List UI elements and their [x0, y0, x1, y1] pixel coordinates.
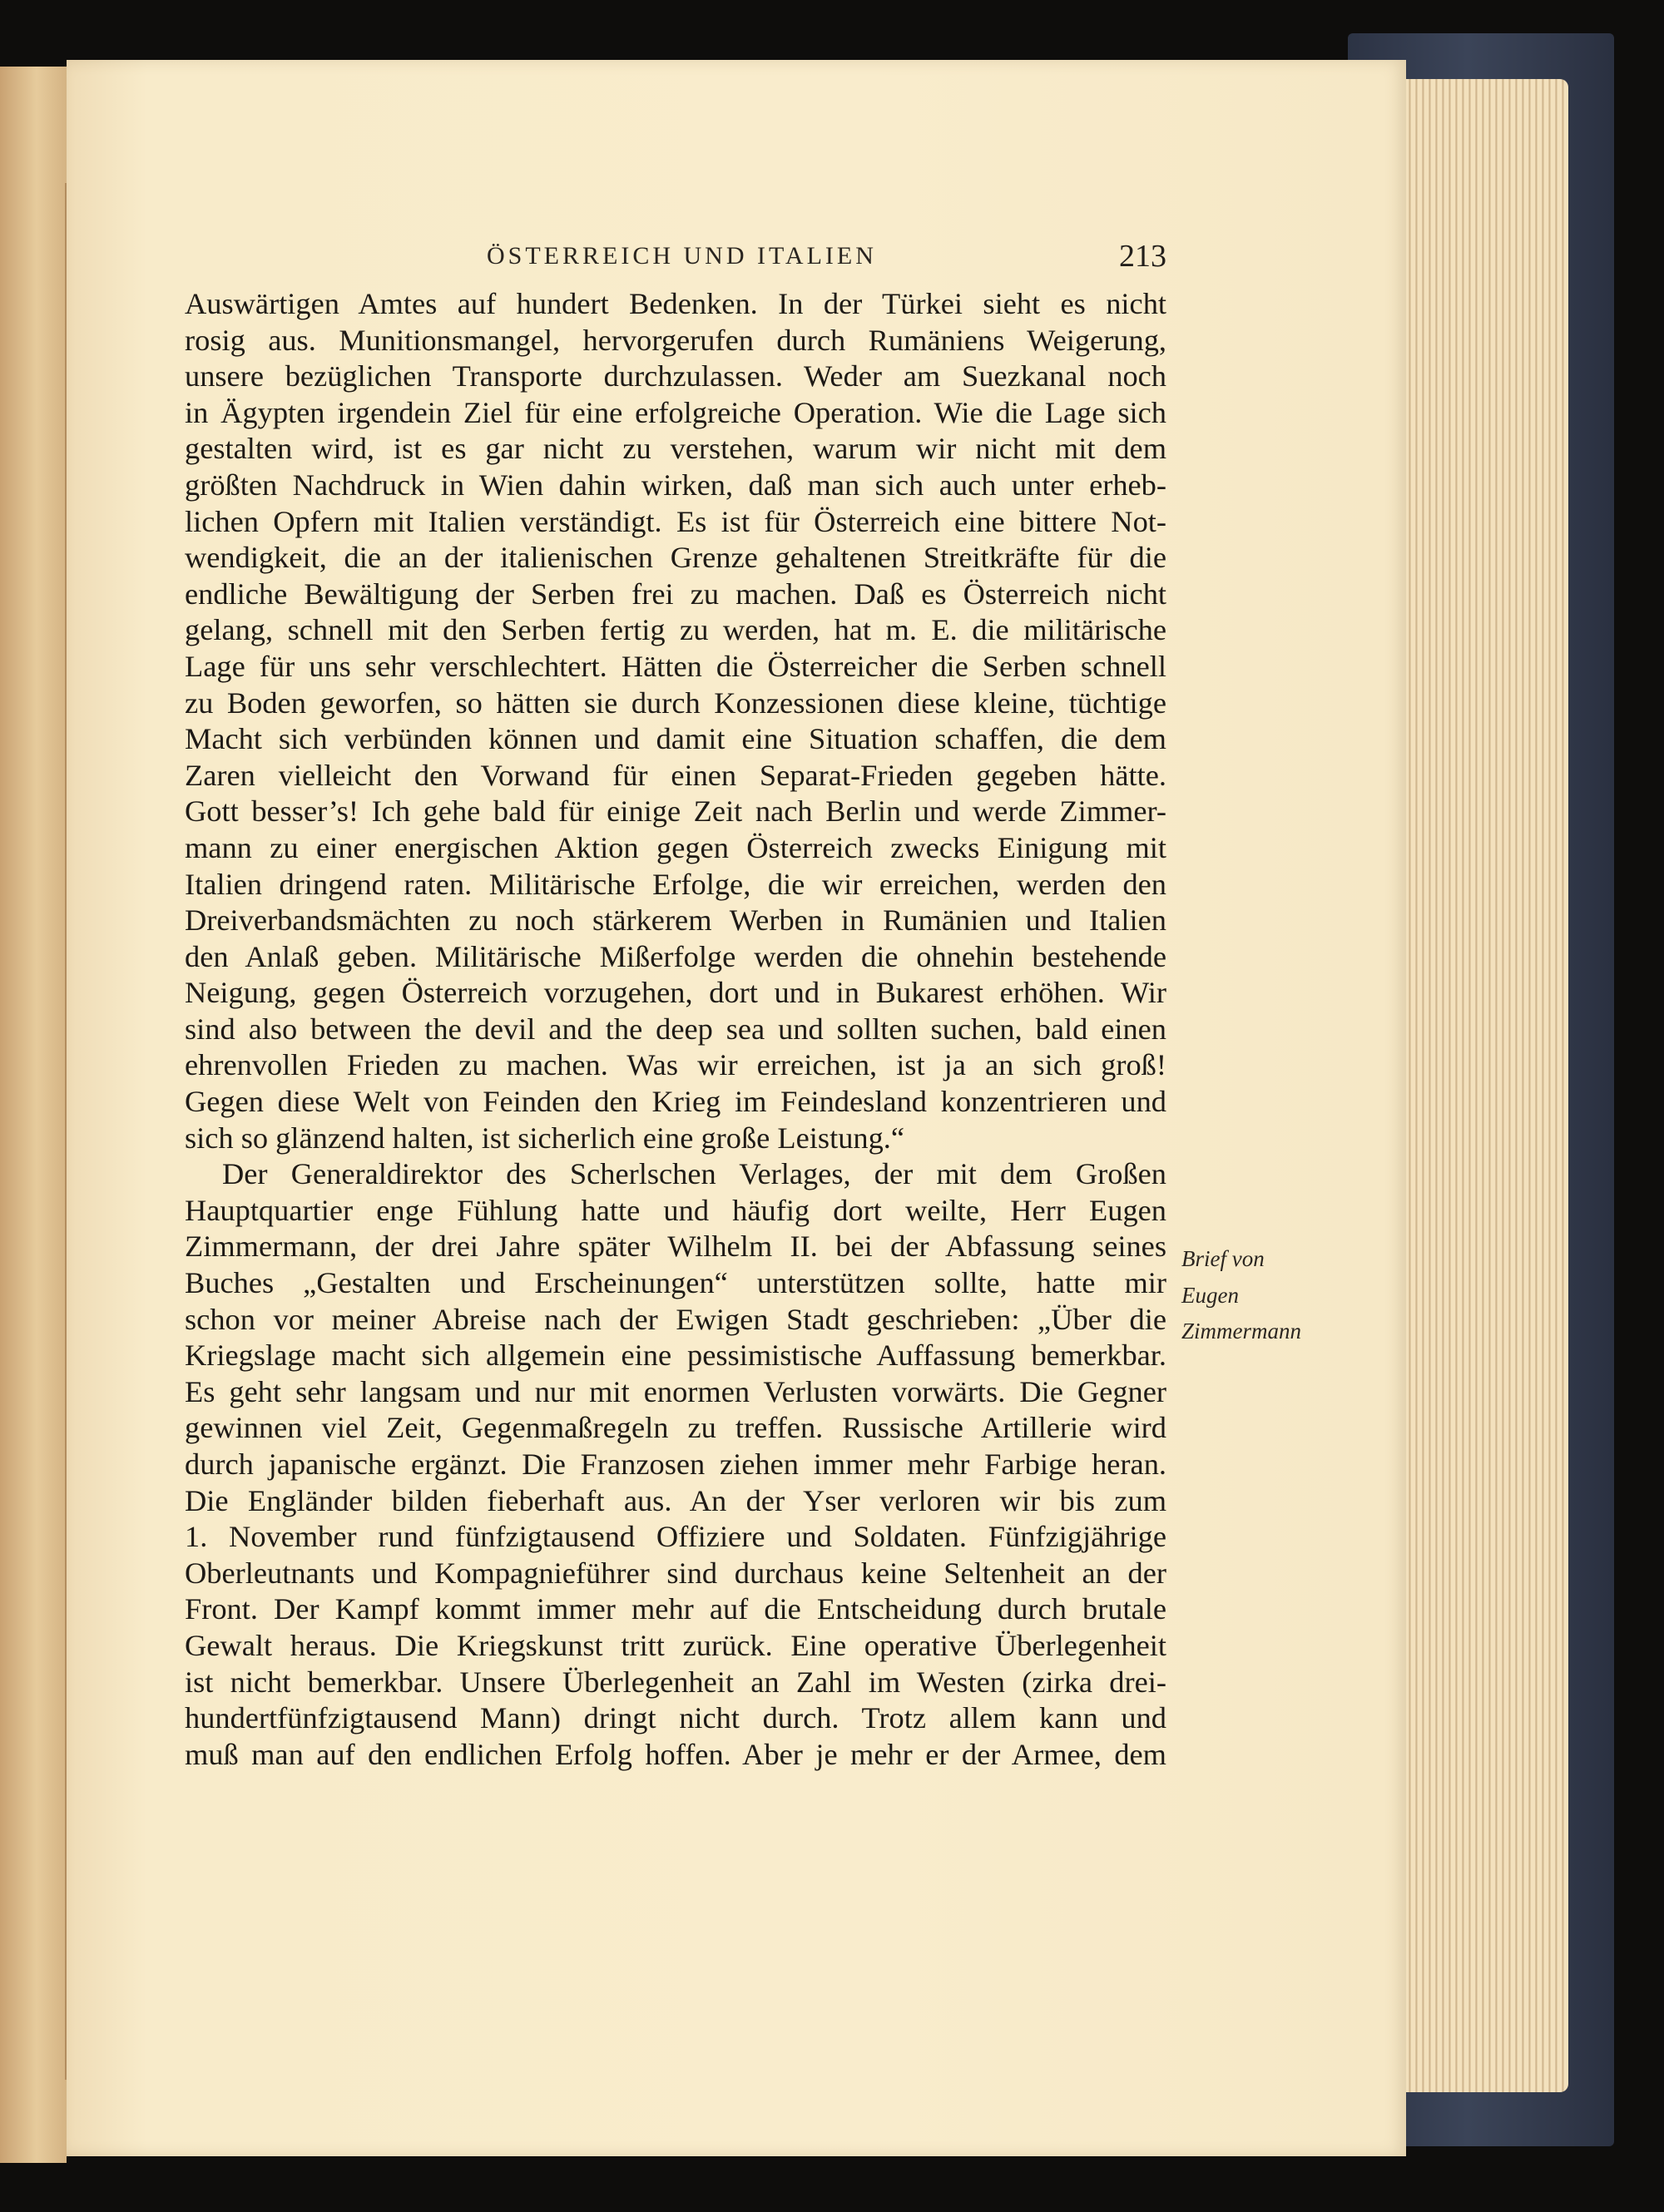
text-line: wendigkeit, die an der italienischen Grenze gehaltenen Streitkräfte für die — [185, 541, 1166, 575]
text-line: Die Engländer bilden fieberhaft aus. An der Yser verloren wir bis zum — [185, 1483, 1166, 1517]
text-line: muß man auf den endlichen Erfolg hoffen. Aber je mehr er der Armee, dem — [185, 1737, 1166, 1771]
text-line: Front. Der Kampf kommt immer mehr auf die Entscheidung durch brutale — [185, 1592, 1166, 1626]
text-line: durch japanische ergänzt. Die Franzosen ziehen immer mehr Farbige heran. — [185, 1447, 1166, 1481]
text-line: zu Boden geworfen, so hätten sie durch Konzessionen diese kleine, tüchtige — [185, 685, 1166, 720]
text-line: Kriegslage macht sich allgemein eine pessimistische Auffassung bemerkbar. — [185, 1339, 1166, 1373]
text-line: Lage für uns sehr verschlechtert. Hätten die Österreicher die Serben schnell — [185, 649, 1166, 683]
body-text — [185, 286, 1166, 1773]
text-line: Neigung, gegen Österreich vorzugehen, dort und in Bukarest erhöhen. Wir — [185, 976, 1166, 1010]
text-line: rosig aus. Munitionsmangel, hervorgerufen durch Rumäniens Weigerung, — [185, 323, 1166, 357]
text-line: Gegen diese Welt von Feinden den Krieg im Feindesland konzentrieren und — [185, 1085, 1166, 1119]
text-line: gewinnen viel Zeit, Gegenmaßregeln zu treffen. Russische Artillerie wird — [185, 1411, 1166, 1445]
text-line: mann zu einer energischen Aktion gegen Österreich zwecks Einigung mit — [185, 830, 1166, 864]
marginal-note-line: Eugen — [1181, 1282, 1239, 1308]
text-line: sich so glänzend halten, ist sicherlich eine große Leistung.“ — [185, 1121, 905, 1155]
page-edges — [1398, 79, 1568, 2092]
text-line: gelang, schnell mit den Serben fertig zu werden, hat m. E. die militärische — [185, 613, 1166, 647]
text-line: Hauptquartier enge Fühlung hatte und häufig dort weilte, Herr Eugen — [185, 1193, 1166, 1227]
text-line: Auswärtigen Amtes auf hundert Bedenken. In der Türkei sieht es nicht — [185, 287, 1166, 320]
text-line: 1. November rund fünfzigtausend Offiziere und Soldaten. Fünfzigjährige — [185, 1520, 1166, 1554]
text-line: den Anlaß geben. Militärische Mißerfolge werden die ohnehin bestehende — [185, 939, 1166, 973]
text-line: Dreiverbandsmächten zu noch stärkerem Werben in Rumänien und Italien — [185, 903, 1166, 938]
text-line: ehrenvollen Frieden zu machen. Was wir erreichen, ist ja an sich groß! — [185, 1048, 1166, 1082]
text-line: Zaren vielleicht den Vorwand für einen Separat-Frieden gegeben hätte. — [185, 758, 1166, 792]
marginal-note-line: Brief von — [1181, 1246, 1265, 1271]
text-line: lichen Opfern mit Italien verständigt. Es ist für Österreich eine bittere Not- — [185, 504, 1166, 538]
text-line: Gott besser’s! Ich gehe bald für einige Zeit nach Berlin und werde Zimmer- — [185, 794, 1166, 829]
text-line: Buches „Gestalten und Erscheinungen“ unterstützen sollte, hatte mir — [185, 1266, 1166, 1300]
text-line: hundertfünfzigtausend Mann) dringt nicht durch. Trotz allem kann und — [185, 1701, 1166, 1735]
text-line: Macht sich verbünden können und damit eine Situation schaffen, die dem — [185, 722, 1166, 756]
text-line: Italien dringend raten. Militärische Erfolge, die wir erreichen, werden den — [185, 867, 1166, 901]
text-line: Es geht sehr langsam und nur mit enormen Verlusten vorwärts. Die Gegner — [185, 1374, 1166, 1408]
running-head: ÖSTERREICH UND ITALIEN — [487, 242, 877, 270]
paragraph-2 — [185, 1156, 1166, 1773]
text-line: größten Nachdruck in Wien dahin wirken, daß man sich auch unter erheb- — [185, 468, 1166, 502]
text-line: in Ägypten irgendein Ziel für eine erfolgreiche Operation. Wie die Lage sich — [185, 395, 1166, 429]
text-line: Oberleutnants und Kompagnieführer sind durchaus keine Seltenheit an der — [185, 1556, 1166, 1590]
facing-page-edge — [0, 67, 67, 2163]
text-line: sind also between the devil and the deep sea und sollten suchen, bald einen — [185, 1012, 1166, 1046]
text-line: unsere bezüglichen Transporte durchzulassen. Weder am Suezkanal noch — [185, 359, 1166, 393]
text-line: gestalten wird, ist es gar nicht zu verstehen, warum wir nicht mit dem — [185, 432, 1166, 466]
text-line: Der Generaldirektor des Scherlschen Verlages, der mit dem Großen — [222, 1157, 1166, 1191]
text-line: endliche Bewältigung der Serben frei zu machen. Daß es Österreich nicht — [185, 577, 1166, 611]
text-line: ist nicht bemerkbar. Unsere Überlegenheit an Zahl im Westen (zirka drei- — [185, 1665, 1166, 1699]
text-line: Zimmermann, der drei Jahre später Wilhelm II. bei der Abfassung seines — [185, 1230, 1166, 1264]
paragraph-1 — [185, 286, 1166, 1156]
text-line: Gewalt heraus. Die Kriegskunst tritt zurück. Eine operative Überlegenheit — [185, 1628, 1166, 1662]
marginal-note-line: Zimmermann — [1181, 1319, 1302, 1344]
marginal-note — [1181, 1241, 1348, 1350]
page-number: 213 — [1119, 239, 1166, 274]
text-line: schon vor meiner Abreise nach der Ewigen Stadt geschrieben: „Über die — [185, 1302, 1166, 1336]
